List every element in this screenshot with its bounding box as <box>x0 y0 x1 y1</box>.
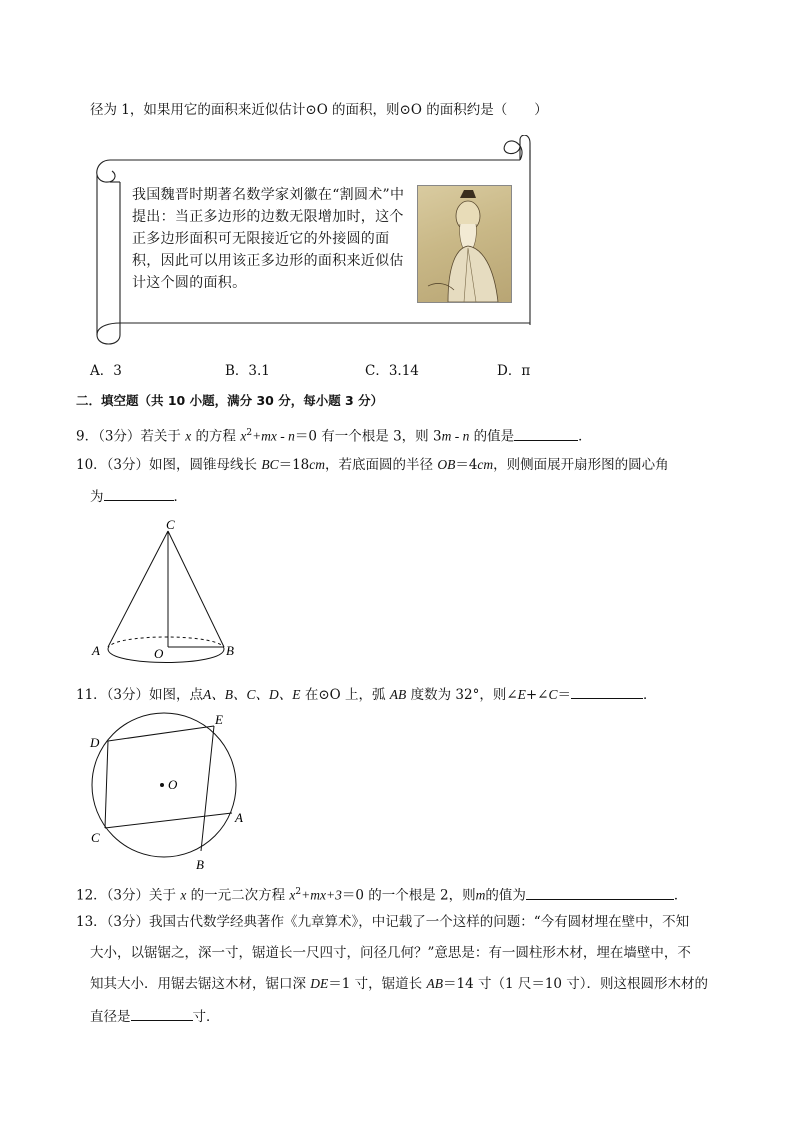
question-9: 9．（3分）若关于 x 的方程 $x^2+mx - n=0$ 有一个根是 3，则 3m - n 的值是 ． <box>76 423 592 447</box>
question-10-line2: 为 ． <box>90 486 187 507</box>
label-c: C <box>91 830 100 845</box>
label-b: B <box>226 643 234 658</box>
choice-a[interactable]: A．3 <box>90 363 122 379</box>
answer-blank-13[interactable] <box>131 1006 193 1021</box>
choice-d[interactable]: D．π <box>497 363 531 379</box>
label-c: C <box>166 517 175 532</box>
answer-blank-12[interactable] <box>526 885 674 900</box>
label-d: D <box>90 735 100 750</box>
choice-b[interactable]: B．3.1 <box>225 363 270 379</box>
label-o: O <box>168 777 178 792</box>
label-b: B <box>196 857 204 872</box>
q8-stem: 径为 1，如果用它的面积来近似估计⊙O 的面积，则⊙O 的面积约是（ ） <box>90 102 548 118</box>
scroll-text: 我国魏晋时期著名数学家刘徽在“割圆术”中提出：当正多边形的边数无限增加时，这个正多边形面积可无限接近它的外接圆的面积，因此可以用该正多边形的面积来近似估计这个圆的面积。 <box>132 187 405 291</box>
answer-blank-11[interactable] <box>571 684 643 699</box>
question-13-line4: 直径是 寸． <box>90 1006 220 1027</box>
choice-c[interactable]: C．3.14 <box>365 363 419 379</box>
question-12: 12．（3分）关于 x 的一元二次方程 $x^2+mx+3=0$ 的一个根是 2，则m的值为 ． <box>76 882 687 906</box>
circle-figure <box>84 710 259 875</box>
label-a: A <box>235 810 243 825</box>
section-title: 二．填空题（共 10 小题，满分 30 分，每小题 3 分） <box>76 393 384 408</box>
question-13-line3: 知其大小．用锯去锯这木材，锯口深 DE＝1 寸，锯道长 AB＝14 寸（1 尺＝10 寸）．则这根圆形木材的 <box>90 976 709 992</box>
question-11: 11．（3分）如图，点A、B、C、D、E 在⊙O 上，弧 AB 度数为 32°，则∠E+∠C＝ ． <box>76 684 657 705</box>
question-13-line1: 13．（3分）我国古代数学经典著作《九章算术》，中记载了一个这样的问题：“今有圆材埋在壁中，不知 <box>76 914 690 930</box>
question-13-line2: 大小，以锯锯之，深一寸，锯道长一尺四寸，问径几何？”意思是：有一圆柱形木材，埋在墙壁中，不 <box>90 945 691 961</box>
answer-blank-10[interactable] <box>104 486 174 501</box>
label-o: O <box>154 646 164 661</box>
liu-hui-portrait <box>417 185 512 303</box>
label-a: A <box>92 643 100 658</box>
label-e: E <box>215 712 223 727</box>
cone-figure <box>88 515 248 670</box>
answer-blank-9[interactable] <box>514 426 578 441</box>
question-10: 10．（3分）如图，圆锥母线长 BC＝18cm，若底面圆的半径 OB＝4cm，则侧面展开扇形图的圆心角 <box>76 457 669 473</box>
